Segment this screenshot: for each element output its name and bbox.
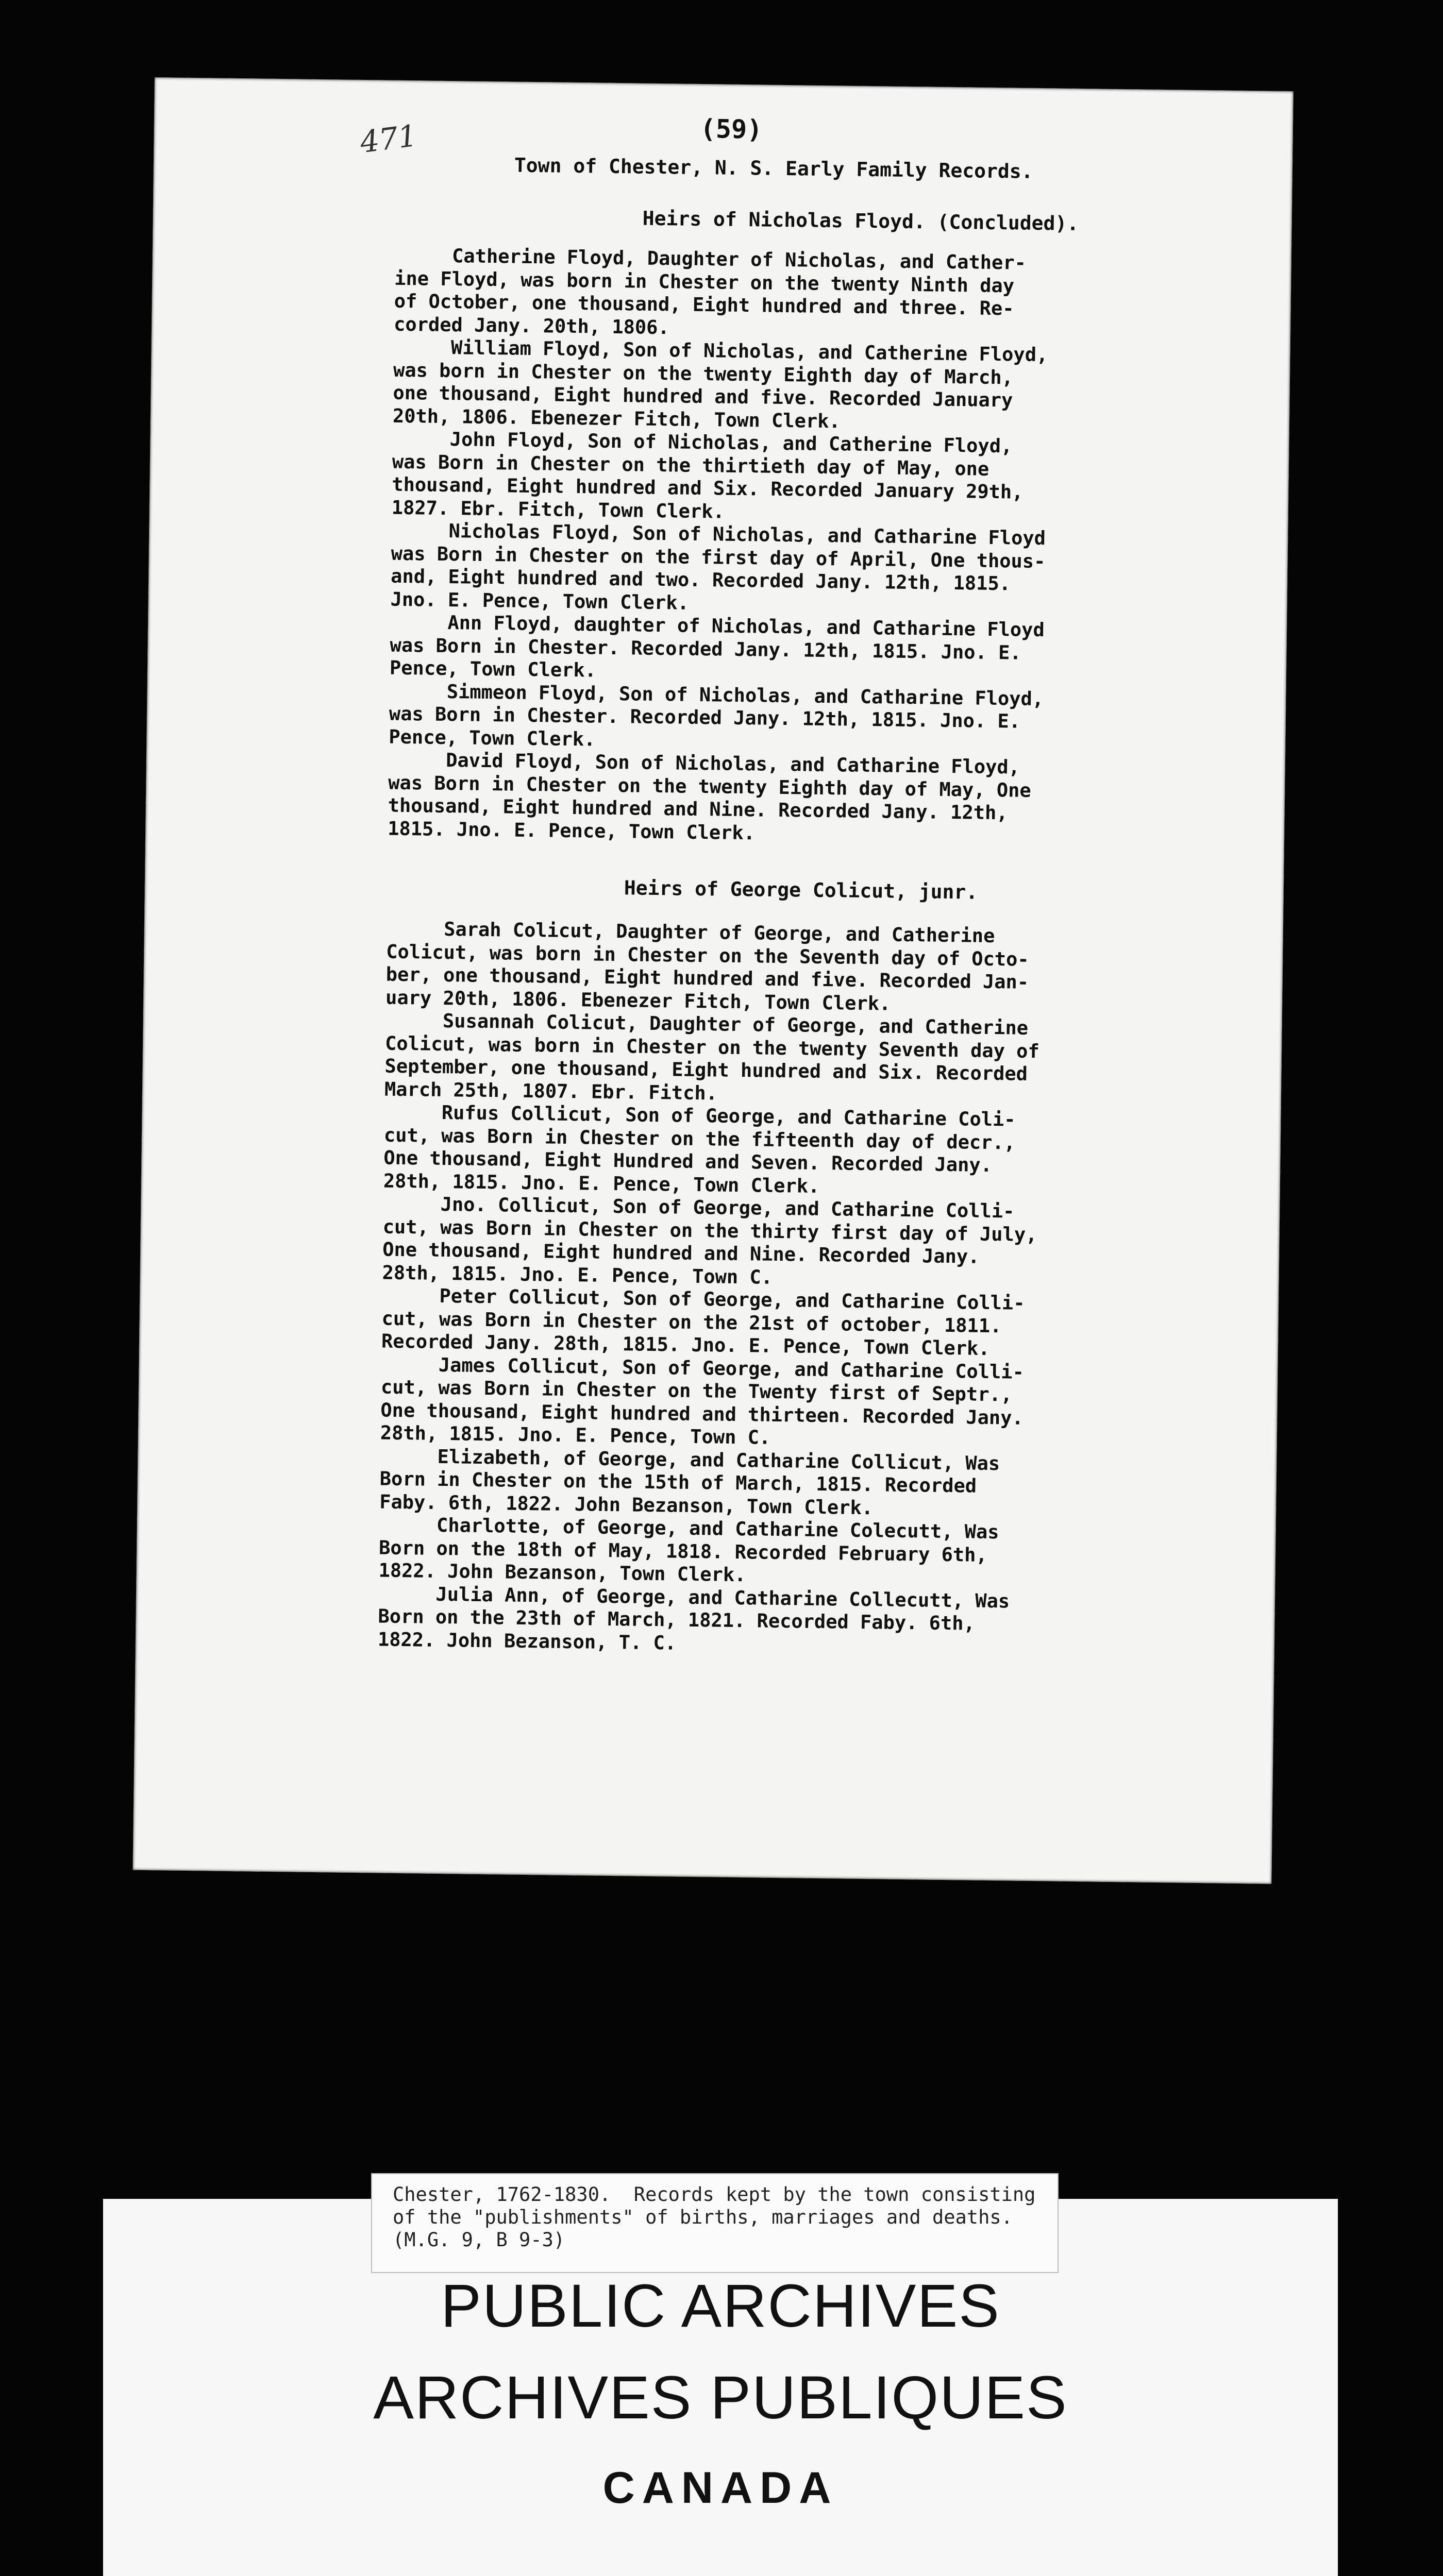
typed-line: David Floyd, Son of Nicholas, and Catharine Floyd, [388, 748, 1020, 778]
typed-line: Colicut, was born in Chester on the twenty Seventh day of [384, 1032, 1040, 1062]
typed-line: thousand, Eight hundred and Nine. Recorded Jany. 12th, [388, 794, 1008, 824]
typed-line: was Born in Chester on the twenty Eighth day of May, One [388, 771, 1031, 802]
typed-line: and, Eight hundred and two. Recorded Jany. 12th, 1815. [390, 565, 1011, 595]
typed-line: thousand, Eight hundred and Six. Recorded January 29th, [392, 473, 1023, 503]
typed-line: was Born in Chester on the first day of April, One thous- [391, 542, 1046, 572]
document-title: Town of Chester, N. S. Early Family Records. [514, 154, 1033, 183]
typed-line: Susannah Colicut, Daughter of George, and Catherine [385, 1009, 1029, 1039]
typed-line: Ann Floyd, daughter of Nicholas, and Catharine Floyd [390, 611, 1045, 641]
country-name: CANADA [602, 2463, 838, 2513]
typed-line: 28th, 1815. Jno. E. Pence, Town C. [382, 1261, 773, 1289]
section-body-colicut [378, 918, 1263, 1662]
typed-line: Rufus Collicut, Son of George, and Catharine Coli- [384, 1100, 1016, 1131]
typed-line: one thousand, Eight hundred and five. Recorded January [393, 381, 1013, 412]
typed-line: Pence, Town Clerk. [389, 725, 596, 751]
typed-line: Simmeon Floyd, Son of Nicholas, and Catharine Floyd, [389, 680, 1044, 710]
typed-line: was Born in Chester. Recorded Jany. 12th, 1815. Jno. E. [390, 634, 1021, 664]
caption-line: Chester, 1762-1830. Records kept by the town consisting [393, 2183, 1036, 2206]
page-number: (59) [700, 113, 763, 145]
typed-line: Born in Chester on the 15th of March, 1815. Recorded [379, 1467, 977, 1497]
typed-line: 20th, 1806. Ebenezer Fitch, Town Clerk. [392, 404, 841, 432]
typed-line: 28th, 1815. Jno. E. Pence, Town C. [380, 1421, 771, 1449]
caption-line: of the "publishments" of births, marriages and deaths. [393, 2206, 1013, 2228]
typed-line: Sarah Colicut, Daughter of George, and Catherine [386, 917, 995, 947]
typed-line: Peter Collicut, Son of George, and Catharine Colli- [381, 1284, 1025, 1314]
typed-line: Nicholas Floyd, Son of Nicholas, and Catharine Floyd [391, 519, 1046, 550]
margin-note: 471 [358, 117, 420, 160]
typed-line: cut, was Born in Chester on the Twenty first of Septr., [380, 1376, 1013, 1406]
document-page [132, 77, 1293, 1884]
institution-name-english: PUBLIC ARCHIVES [441, 2272, 1000, 2340]
typed-line: 1815. Jno. E. Pence, Town Clerk. [387, 817, 756, 844]
typed-line: Julia Ann, of George, and Catharine Collecutt, Was [378, 1582, 1010, 1612]
typed-line: 1822. John Bezanson, Town Clerk. [378, 1559, 746, 1586]
typed-line: corded Jany. 20th, 1806. [393, 313, 670, 338]
typed-line: Jno. E. Pence, Town Clerk. [390, 588, 690, 614]
typed-line: Catherine Floyd, Daughter of Nicholas, and Cather- [394, 244, 1027, 274]
typed-line: was born in Chester on the twenty Eighth day of March, [393, 359, 1014, 388]
typed-line: Born on the 23th of March, 1821. Recorded Faby. 6th, [378, 1605, 976, 1635]
typed-line: Faby. 6th, 1822. John Bezanson, Town Clerk. [379, 1490, 874, 1519]
typed-line: Jno. Collicut, Son of George, and Catharine Colli- [383, 1192, 1015, 1223]
section-heading-colicut: Heirs of George Colicut, junr. [624, 876, 978, 904]
typed-line: Pence, Town Clerk. [389, 656, 597, 682]
typed-line: Recorded Jany. 28th, 1815. Jno. E. Pence, Town Clerk. [381, 1330, 990, 1360]
typed-line: Born on the 18th of May, 1818. Recorded February 6th, [378, 1536, 987, 1566]
typed-line: was Born in Chester. Recorded Jany. 12th, 1815. Jno. E. [389, 702, 1021, 733]
typed-line: One thousand, Eight hundred and thirteen. Recorded Jany. [380, 1399, 1024, 1429]
typed-line: One thousand, Eight Hundred and Seven. Recorded Jany. [383, 1146, 993, 1177]
typed-line: Colicut, was born in Chester on the Seventh day of Octo- [386, 940, 1029, 971]
typed-line: 1822. John Bezanson, T. C. [377, 1628, 677, 1654]
typed-line: cut, was Born in Chester on the fifteenth day of decr., [383, 1124, 1016, 1154]
typed-line: Elizabeth, of George, and Catharine Collicut, Was [380, 1445, 1000, 1475]
typed-line: cut, was Born in Chester on the thirty first day of July, [382, 1215, 1037, 1246]
typed-line: was Born in Chester on the thirtieth day of May, one [392, 450, 989, 480]
typed-line: September, one thousand, Eight hundred and Six. Recorded [384, 1055, 1028, 1085]
caption-slip [371, 2173, 1059, 2273]
caption-line: (M.G. 9, B 9-3) [393, 2229, 565, 2251]
typed-line: Charlotte, of George, and Catharine Colecutt, Was [379, 1513, 999, 1544]
typed-line: 1827. Ebr. Fitch, Town Clerk. [391, 496, 725, 523]
institution-name-french: ARCHIVES PUBLIQUES [373, 2364, 1068, 2432]
typed-line: of October, one thousand, Eight hundred and three. Re- [394, 290, 1014, 320]
typed-line: 28th, 1815. Jno. E. Pence, Town Clerk. [383, 1170, 820, 1197]
typed-line: John Floyd, Son of Nicholas, and Catherine Floyd, [392, 427, 1013, 457]
typed-line: ber, one thousand, Eight hundred and five. Recorded Jan- [385, 963, 1029, 993]
section-heading-floyd: Heirs of Nicholas Floyd. (Concluded). [642, 207, 1079, 235]
section-body-floyd [388, 244, 1271, 851]
typed-line: William Floyd, Son of Nicholas, and Catherine Floyd, [393, 335, 1048, 366]
typed-line: March 25th, 1807. Ebr. Fitch. [384, 1078, 718, 1104]
typed-line: One thousand, Eight hundred and Nine. Recorded Jany. [382, 1238, 980, 1268]
typed-line: cut, was Born in Chester on the 21st of october, 1811. [381, 1307, 1002, 1337]
typed-line: James Collicut, Son of George, and Catharine Colli- [381, 1353, 1025, 1383]
archives-label-card [103, 2183, 1338, 2576]
typed-line: uary 20th, 1806. Ebenezer Fitch, Town Clerk. [385, 986, 891, 1015]
typed-line: ine Floyd, was born in Chester on the twenty Ninth day [394, 267, 1015, 297]
